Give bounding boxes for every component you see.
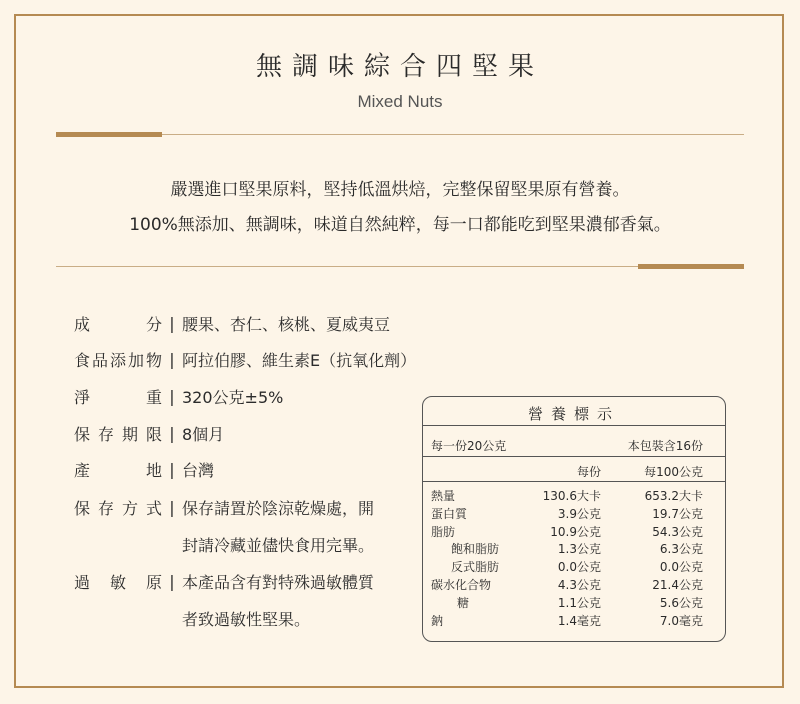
nutrition-divider <box>423 481 725 482</box>
nutrition-label <box>422 396 726 642</box>
nutrition-divider <box>423 425 725 426</box>
nutrient-per-100g: 21.4公克 <box>652 578 703 592</box>
spec-label <box>74 422 162 445</box>
spec-separator: | <box>169 424 175 443</box>
nutrition-divider <box>423 456 725 457</box>
spec-label-char: 限 <box>145 425 162 444</box>
spec-label-char: 存 <box>97 425 114 444</box>
spec-label-char: 物 <box>145 351 162 370</box>
nutrient-per-serving: 130.6大卡 <box>542 489 601 503</box>
spec-label-char: 保 <box>74 425 91 444</box>
spec-label-char: 食 <box>74 351 91 370</box>
accent-bar-right <box>638 264 744 269</box>
spec-separator: | <box>169 350 175 369</box>
spec-label <box>74 312 162 335</box>
nutrient-name: 反式脂肪 <box>451 560 500 575</box>
spec-label-char: 存 <box>97 499 114 518</box>
nutrient-per-100g: 19.7公克 <box>652 506 703 521</box>
spec-value: 台灣 <box>182 461 215 480</box>
nutrient-name: 脂肪 <box>431 524 456 539</box>
nutrient-per-100g: 6.3公克 <box>659 542 703 557</box>
nutrient-name: 糖 <box>457 595 470 610</box>
nutrient-name: 熱量 <box>431 489 456 503</box>
spec-separator: | <box>169 387 175 406</box>
nutrient-per-100g: 0.0公克 <box>659 560 703 575</box>
spec-label-char: 過 <box>74 573 91 592</box>
servings-per-pack: 本包裝含16份 <box>627 439 703 453</box>
col-per-100g: 每100公克 <box>644 465 703 479</box>
page-title: 無調味綜合四堅果 <box>255 52 544 82</box>
spec-value: 腰果、杏仁、核桃、夏威夷豆 <box>182 315 391 334</box>
nutrient-per-serving: 1.1公克 <box>557 595 601 610</box>
intro-line-1: 嚴選進口堅果原料，堅持低溫烘焙，完整保留堅果原有營養。 <box>170 180 630 200</box>
spec-separator: | <box>169 572 175 591</box>
spec-separator: | <box>169 498 175 517</box>
serving-size: 每一份20公克 <box>431 439 507 453</box>
nutrient-per-serving: 0.0公克 <box>557 560 601 575</box>
nutrient-name: 碳水化合物 <box>431 578 492 592</box>
spec-label-char: 重 <box>145 388 162 407</box>
spec-label-char: 成 <box>74 315 91 334</box>
spec-label-char: 地 <box>145 461 162 480</box>
nutrient-per-100g: 653.2大卡 <box>644 489 703 503</box>
spec-label <box>74 348 162 371</box>
nutrient-per-100g: 54.3公克 <box>652 524 703 539</box>
spec-label-char: 敏 <box>109 573 126 592</box>
spec-label-char: 原 <box>145 573 162 592</box>
spec-label-char: 保 <box>74 499 91 518</box>
nutrient-name: 蛋白質 <box>431 506 468 521</box>
spec-label-char: 式 <box>145 499 162 518</box>
nutrient-per-serving: 1.4毫克 <box>557 613 601 628</box>
spec-value: 320公克±5% <box>182 388 284 407</box>
spec-label-char: 方 <box>121 499 138 518</box>
spec-row <box>74 458 214 481</box>
nutrient-per-100g: 5.6公克 <box>659 595 703 610</box>
nutrient-per-serving: 1.3公克 <box>557 542 601 557</box>
page-subtitle: Mixed Nuts <box>357 92 443 111</box>
spec-separator: | <box>169 314 175 333</box>
spec-value: 阿拉伯膠、維生素E（抗氧化劑） <box>182 351 417 370</box>
nutrition-header: 營養標示 <box>527 405 620 423</box>
spec-row <box>74 385 283 408</box>
spec-row <box>74 348 416 371</box>
spec-label-char: 產 <box>74 461 91 480</box>
spec-label-char: 期 <box>121 425 138 444</box>
spec-label-char: 添 <box>109 351 126 370</box>
spec-row <box>74 422 224 445</box>
spec-value-continued: 者致過敏性堅果。 <box>182 610 311 629</box>
spec-label-char: 品 <box>91 351 108 370</box>
spec-separator: | <box>169 460 175 479</box>
spec-row <box>74 570 374 593</box>
spec-label-char: 加 <box>127 351 144 370</box>
divider-top <box>162 134 744 135</box>
spec-label <box>74 385 162 408</box>
spec-label <box>74 458 162 481</box>
nutrient-name: 飽和脂肪 <box>451 542 500 557</box>
nutrient-per-serving: 4.3公克 <box>557 578 601 592</box>
spec-label-char: 淨 <box>74 388 91 407</box>
accent-bar-left <box>56 132 162 137</box>
nutrient-per-100g: 7.0毫克 <box>659 613 703 628</box>
spec-label-char: 分 <box>145 315 162 334</box>
spec-value-continued: 封請冷藏並儘快食用完畢。 <box>182 536 375 555</box>
nutrient-per-serving: 10.9公克 <box>550 524 601 539</box>
spec-row <box>74 496 374 519</box>
nutrient-name: 鈉 <box>431 613 444 628</box>
spec-value: 本產品含有對特殊過敏體質 <box>182 573 375 592</box>
nutrient-per-serving: 3.9公克 <box>557 506 601 521</box>
spec-label <box>74 570 162 593</box>
col-per-serving: 每份 <box>576 465 601 479</box>
divider-bottom <box>56 266 638 267</box>
spec-value: 8個月 <box>182 425 225 444</box>
spec-value: 保存請置於陰涼乾燥處，開 <box>182 499 375 518</box>
spec-row <box>74 312 390 335</box>
spec-label <box>74 496 162 519</box>
intro-line-2: 100%無添加、無調味，味道自然純粹，每一口都能吃到堅果濃郁香氣。 <box>129 215 671 235</box>
